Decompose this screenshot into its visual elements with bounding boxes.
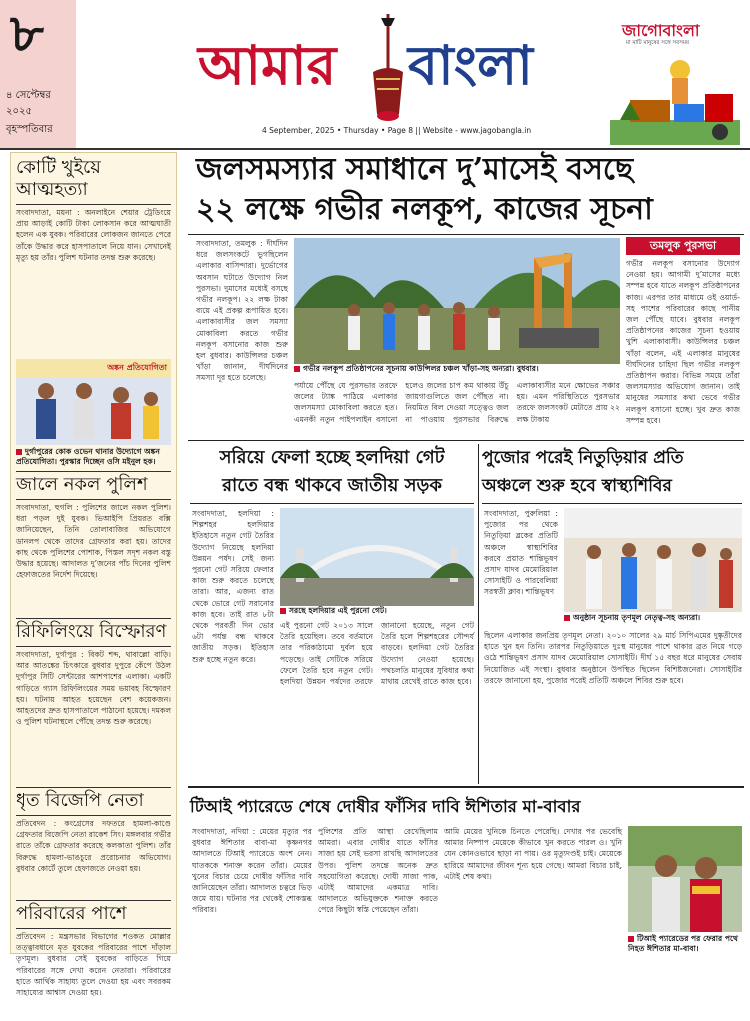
bottom-photo xyxy=(628,826,742,932)
masthead-logo xyxy=(198,20,558,120)
haldia-headline-line1: সরিয়ে ফেলা হচ্ছে হলদিয়া গেট xyxy=(219,447,445,468)
bottom-body-c: আমি মেয়ের খুনিকে চিনতে পেরেছি। দেখার পর ভেবেছি আমার নিষ্পাপ মেয়েকে কীভাবে খুন করতে পারল ও। খুনি যেন কোনওভাবে ছাড়া না পায়। ওর মৃত্যুদণ্ডই চাই। মেয়েকে হারিয়ে আমাদের জীবন শূন্য হয়ে গেছে। আমরা বিচার চাই, এটাই শেষ কথা। xyxy=(444,827,622,881)
date-line: ৪ সেপ্টেম্বর xyxy=(6,90,51,101)
brand-box xyxy=(604,8,744,146)
page-number: ৮ xyxy=(10,3,44,64)
lead-body-right: গভীর নলকূপ বসানোর উদ্যোগ নেওয়া হয়। আগামী দু’মাসের মধ্যে সম্পন্ন হবে যাতে নলকূপ প্রতিষ্ঠাপনের কাজ। এরপর তার মাধ্যমে ওই ওয়ার্ড-সহ পাশের পরিবারের কাছে পানীয় জল পৌঁছে যাবে। বুধবার নলকূপ প্রতিষ্ঠাপনের কাজের সূচনা হওয়ায় খুশি এলাকাবাসী। কাউন্সিলর চঞ্চল খাঁড়া বলেন, এই এলাকার মানুষের দীর্ঘদিনের চাহিদা ছিল গভীর নলকূপ প্রতিষ্ঠাপন করার। বিভিন্ন সময়ে তাঁরা জলসমস্যার অভিযোগ জানান। তাই মানুষের সমস্যার কথা ভেবে গভীর নলকূপ বসানো হচ্ছে। খুব দ্রুত কাজ সম্পন্ন হবে। xyxy=(626,259,740,425)
brand-tagline: মা মাটি মানুষের সঙ্গে সবসময় xyxy=(626,40,690,46)
lead-badge xyxy=(626,237,740,255)
story1-body: সংবাদদাতা, ময়না : অনলাইনে শেয়ার ট্রেডিংয়ে প্রায় আড়াই কোটি টাকা লোকসান করে আত্মঘাতী হলেন এক যুবক। পরিবারের লোকজন জানতে পেরে তাঁকে উদ্ধার করে হাসপাতালে নিয়ে যান। সেখানেই মৃত্যু হয় তাঁর। পুলিশ ঘটনার তদন্ত শুরু করেছে। xyxy=(16,208,171,262)
haldia-body-a-cont xyxy=(192,668,274,782)
bottom-body-a: সংবাদদাতা, নদিয়া : মেয়ের মৃত্যুর পর বুধবার ঈশিতার বাবা-মা কৃষ্ণনগর আদালতে টিআই প্যারেডে অংশ নেন। ঘাতককে শনাক্ত করেন তাঁরা। মেয়ের খুনের বিচার চেয়ে দোষীর ফাঁসির দাবি জানিয়েছেন তাঁরা। আদালত চত্বরে ভিড় জমে যায়। ঘটনার পর থেকেই শোকস্তব্ধ পরিবার। xyxy=(192,827,312,915)
photo-banner: অঙ্কন প্রতিযোগিতা xyxy=(107,362,167,372)
haldia-headline-box xyxy=(190,444,474,504)
story2-headline: জালে নকল পুলিশ xyxy=(16,471,171,500)
health-photo xyxy=(564,508,742,612)
bottom-photo-caption: টিআই প্যারেডের পর ফেরার পথে নিহত ঈশিতার মা-বাবা। xyxy=(628,934,742,956)
brand-illustration xyxy=(610,50,740,145)
haldia-gate-image xyxy=(280,508,474,606)
haldia-photo-caption: সরছে হলদিয়ার এই পুরনো গেট। xyxy=(280,606,474,618)
story2-body: সংবাদদাতা, হুগলি : পুলিশের জালে নকল পুলিশ। ধরা পড়ল দুই যুবক। ভিআইপি প্রিয়রত বক্সি জানিয়েছেন, তিনি তোলাবাজির অভিযোগে ডানলপ থেকে তাদের গ্রেফতার করা হয়। তাদের কাছ থেকে পুলিশের পোশাক, পিস্তল সদৃশ নকল বস্তু উদ্ধার হয়েছে। আদালত দু’জনের পাঁচ দিনের পুলিশ হেফাজতের নির্দেশ দিয়েছে। xyxy=(16,503,171,580)
lead-rule xyxy=(188,234,744,235)
story5-body: প্রতিবেদন : মন্ত্রসভার বিভাগের শওকত মোল্লার তত্ত্বাবধানে মৃত যুবকের পরিবারের পাশে দাঁড়াল তৃণমূল। বুধবার সেই যুবকের বাড়িতে গিয়ে পরিবারের সঙ্গে দেখা করেন নেতারা। পরিবারের হাতে আর্থিক সাহায্য তুলে দেওয়া হয় এবং সবরকম সাহায্যের আশ্বাস দেওয়া হয়। xyxy=(16,932,171,998)
left-column xyxy=(10,152,177,998)
dateline: 4 September, 2025 • Thursday • Page 8 || Website - www.jagobangla.in xyxy=(262,126,532,135)
lead-headline-line2: ২২ লক্ষে গভীর নলকূপ, কাজের সূচনা xyxy=(196,192,653,227)
lead-badge-text: তমলুক পুরসভা xyxy=(649,239,717,252)
health-body-b: ছিলেন এলাকার জনপ্রিয় তৃণমূল নেতা। ২০১০ সালের ২৯ মার্চ সিপিএমের দুষ্কৃতীদের হাতে খুন হন তিনি। তারপর নিতুড়িয়াতে দুঃস্থ মানুষের পাশে থাকার ব্রত নিয়ে গড়ে ওঠে শান্তিভূষণ প্রসাদ যাদব মেমোরিয়াল সোসাইটি। দীর্ঘ ১৫ বছর ধরে মানুষের সেবায় নিয়োজিত এই সংস্থা। বুধবার অনুষ্ঠানে উপস্থিত ছিলেন বিশিষ্টজনেরা। সোসাইটির তরফে জানানো হয়, পুজোর পরেই প্রতিটি অঞ্চলে শিবির শুরু হবে। xyxy=(484,631,742,685)
health-headline-line2: অঞ্চলে শুরু হবে স্বাস্থ্যশিবির xyxy=(482,476,672,496)
bottom-body-b: পুলিশের প্রতি আস্থা রেখেছিলাম আমরা। এবার দোষীর যাতে ফাঁসির সাজা হয় সেই ভরসা রাখছি আদালতের উপর। পুলিশ তদন্তে অনেক দ্রুত সহযোগিতা করেছে। দোষী সাজা পাক, এটাই আমাদের একমাত্র দাবি। আদালতে অভিযুক্তকে শনাক্ত করতে পেরে কিছুটা স্বস্তি পেয়েছেন তাঁরা। xyxy=(318,827,438,915)
haldia-headline-line2: রাতে বন্ধ থাকবে জাতীয় সড়ক xyxy=(222,475,442,496)
borewell-photo-image xyxy=(294,238,620,364)
lead-photo-caption: গভীর নলকূপ প্রতিষ্ঠাপনের সূচনায় কাউন্সিলর চঞ্চল খাঁড়া-সহ অন্যরা। বুধবার। xyxy=(294,364,620,376)
story3-headline: রিফিলিংয়ে বিস্ফোরণ xyxy=(16,618,171,647)
logo-right-text: বাংলা xyxy=(408,33,533,97)
lead-body-left: সংবাদদাতা, তমলুক : দীর্ঘদিন ধরে জলসংকটে ভুগছিলেন এলাকার বাসিন্দারা। দুর্ভোগের অবসান ঘটাতে উদ্যোগ নিল পুরসভা। দুমাসের মধ্যেই বসছে গভীর নলকূপ। ২২ লক্ষ টাকা ব্যয়ে এই প্রকল্প রূপায়িত হবে। এলাকাবাসীর জল সমস্যা মোকাবিলা করতে গভীর নলকূপ বসানোর কাজ শুরু হল বুধবার। কাউন্সিলর চঞ্চল খাঁড়া জানান, দীর্ঘদিনের সমস্যা দূর হতে চলেছে। xyxy=(196,239,288,383)
lead-headline-line1: জলসমস্যার সমাধানে দু’মাসেই বসছে xyxy=(196,152,634,187)
story1-headline: কোটি খুইয়ে আত্মহত্যা xyxy=(16,157,171,205)
haldia-photo xyxy=(280,508,474,606)
logo-left-text: আমার xyxy=(198,33,337,97)
story4-body: প্রতিবেদন : কংগ্রেসের দফতরে হামলা-কাণ্ডে গ্রেফতার বিজেপি নেতা রাকেশ সিং। মঙ্গলবার গভীর রাতে তাঁকে গ্রেফতার করেছে কলকাতা পুলিশ। তাঁর বিরুদ্ধে হামলা-ভাঙচুরে প্ররোচনার অভিযোগ। বুধবার কোর্টে তুলে হেফাজতে নেওয়া হয়। xyxy=(16,819,171,873)
lead-body-bottom: পর্যায়ে পৌঁছে যে পুরসভার তরফে জলের ট্যাঙ্ক পাঠিয়ে এলাকার জলসমস্যা মোকাবিলা করতে হত। এমনকী নতুন পাইপলাইন বসানো হলেও জলের চাপ কম থাকায় উঁচু জায়গাগুলিতে জল পৌঁছত না। নিয়মিত বিল দেওয়া সত্ত্বেও জল না পাওয়ায় পুরসভার বিরুদ্ধে এলাকাবাসীর মনে ক্ষোভের সঞ্চার হয়। এমন পরিস্থিতিতে পুরসভার তরফে জলসংকট মেটাতে প্রায় ২২ লক্ষ টাকায় xyxy=(294,381,620,424)
health-photo-caption: অনুষ্ঠান সূচনায় তৃণমূল নেতৃত্ব-সহ অন্যরা। xyxy=(564,613,742,625)
lead-photo xyxy=(294,238,620,364)
left-photo xyxy=(16,359,171,445)
weekday-line: বৃহস্পতিবার xyxy=(6,124,53,135)
bottom-headline: টিআই প্যারেডে শেষে দোষীর ফাঁসির দাবি ঈশিতার মা-বাবার xyxy=(190,797,581,816)
haldia-body-b: এই পুরনো গেট ২০১৩ সালে তৈরি হয়েছিল। তবে বর্তমানে তার পরিকাঠামো দুর্বল হয়ে পড়েছে। তাই সেটিকে সরিয়ে ফেলে তৈরি হবে নতুন গেট। হলদিয়া উন্নয়ন পর্ষদের তরফে জানানো হয়েছে, নতুন গেট তৈরি হলে শিল্পশহরের সৌন্দর্য বাড়বে। হলদিয়া গেট তৈরির উদ্যোগ নেওয়া হয়েছে। পথচলতি মানুষের সুবিধার কথা মাথায় রেখেই রাতে কাজ হবে। xyxy=(280,621,474,687)
year-line: ২০২৫ xyxy=(6,106,32,117)
haldia-body-a: সংবাদদাতা, হলদিয়া : শিল্পশহর হলদিয়ার ইতিহাসে নতুন গেট তৈরির উদ্যোগ নিয়েছে হলদিয়া উন্নয়ন পর্ষদ। সেই জন্য পুরনো গেট সরিয়ে ফেলার কাজ শুরু করতে চলেছে তারা। আর, এজন্য রাত থেকে ভোরে গেট সরানোর কাজ হবে। তাই রাত ৮টা থেকে পরবর্তী দিন ভোর ৬টা পর্যন্ত বন্ধ থাকবে জাতীয় সড়ক। ইতিহাস শুরু হচ্ছে নতুন করে। xyxy=(192,509,274,664)
parents-photo-image xyxy=(628,826,742,932)
mid-divider xyxy=(478,444,479,784)
brand-name: জাগোবাংলা xyxy=(622,21,700,40)
health-headline-line1: পুজোর পরেই নিতুড়িয়ার প্রতি xyxy=(482,448,684,468)
story3-body: সংবাদদাতা, দুর্গাপুর : বিকট শব্দ, থাবাল্লো বাড়ি। আর আতঙ্কের চিৎকারে বুধবার দুপুরে কেঁপে উঠল দুর্গাপুর সিটি সেন্টারের আশপাশের এলাকা। একটি গাড়িতে গ্যাস রিফিলিংয়ের সময় ভয়াবহ বিস্ফোরণ হয়। ঘটনায় আহত হয়েছেন বেশ কয়েকজন। আহতদের দ্রুত হাসপাতালে পাঠানো হয়েছে। দমকল ও পুলিশ ঘটনাস্থলে পৌঁছে তদন্ত শুরু করেছে। xyxy=(16,650,171,727)
page-number-panel xyxy=(0,0,76,148)
story4-headline: ধৃত বিজেপি নেতা xyxy=(16,787,171,816)
bottom-rule xyxy=(188,786,744,788)
story5-headline: পরিবারের পাশে xyxy=(16,900,171,929)
health-event-image xyxy=(564,508,742,612)
left-photo-caption: দুর্গাপুরের কোক ওভেন থানার উদ্যোগে অঙ্কন প্রতিযোগিতা। পুরস্কার দিচ্ছেন ওসি মইনুল হক। xyxy=(16,447,171,467)
lead-bottom-rule xyxy=(188,440,744,441)
ektara-icon xyxy=(363,14,413,124)
health-body-a: সংবাদদাতা, পুরুলিয়া : পুজোর পর থেকে নিতুড়িয়া ব্লকের প্রতিটি অঞ্চলে স্বাস্থ্যশিবির করবে প্রয়াত শান্তিভূষণ প্রসাদ যাদব মেমোরিয়াল সোসাইটি ও পারবেলিয়া সরস্বতী ক্লাব। শান্তিভূষণ xyxy=(484,509,558,597)
health-headline-box xyxy=(482,444,742,504)
